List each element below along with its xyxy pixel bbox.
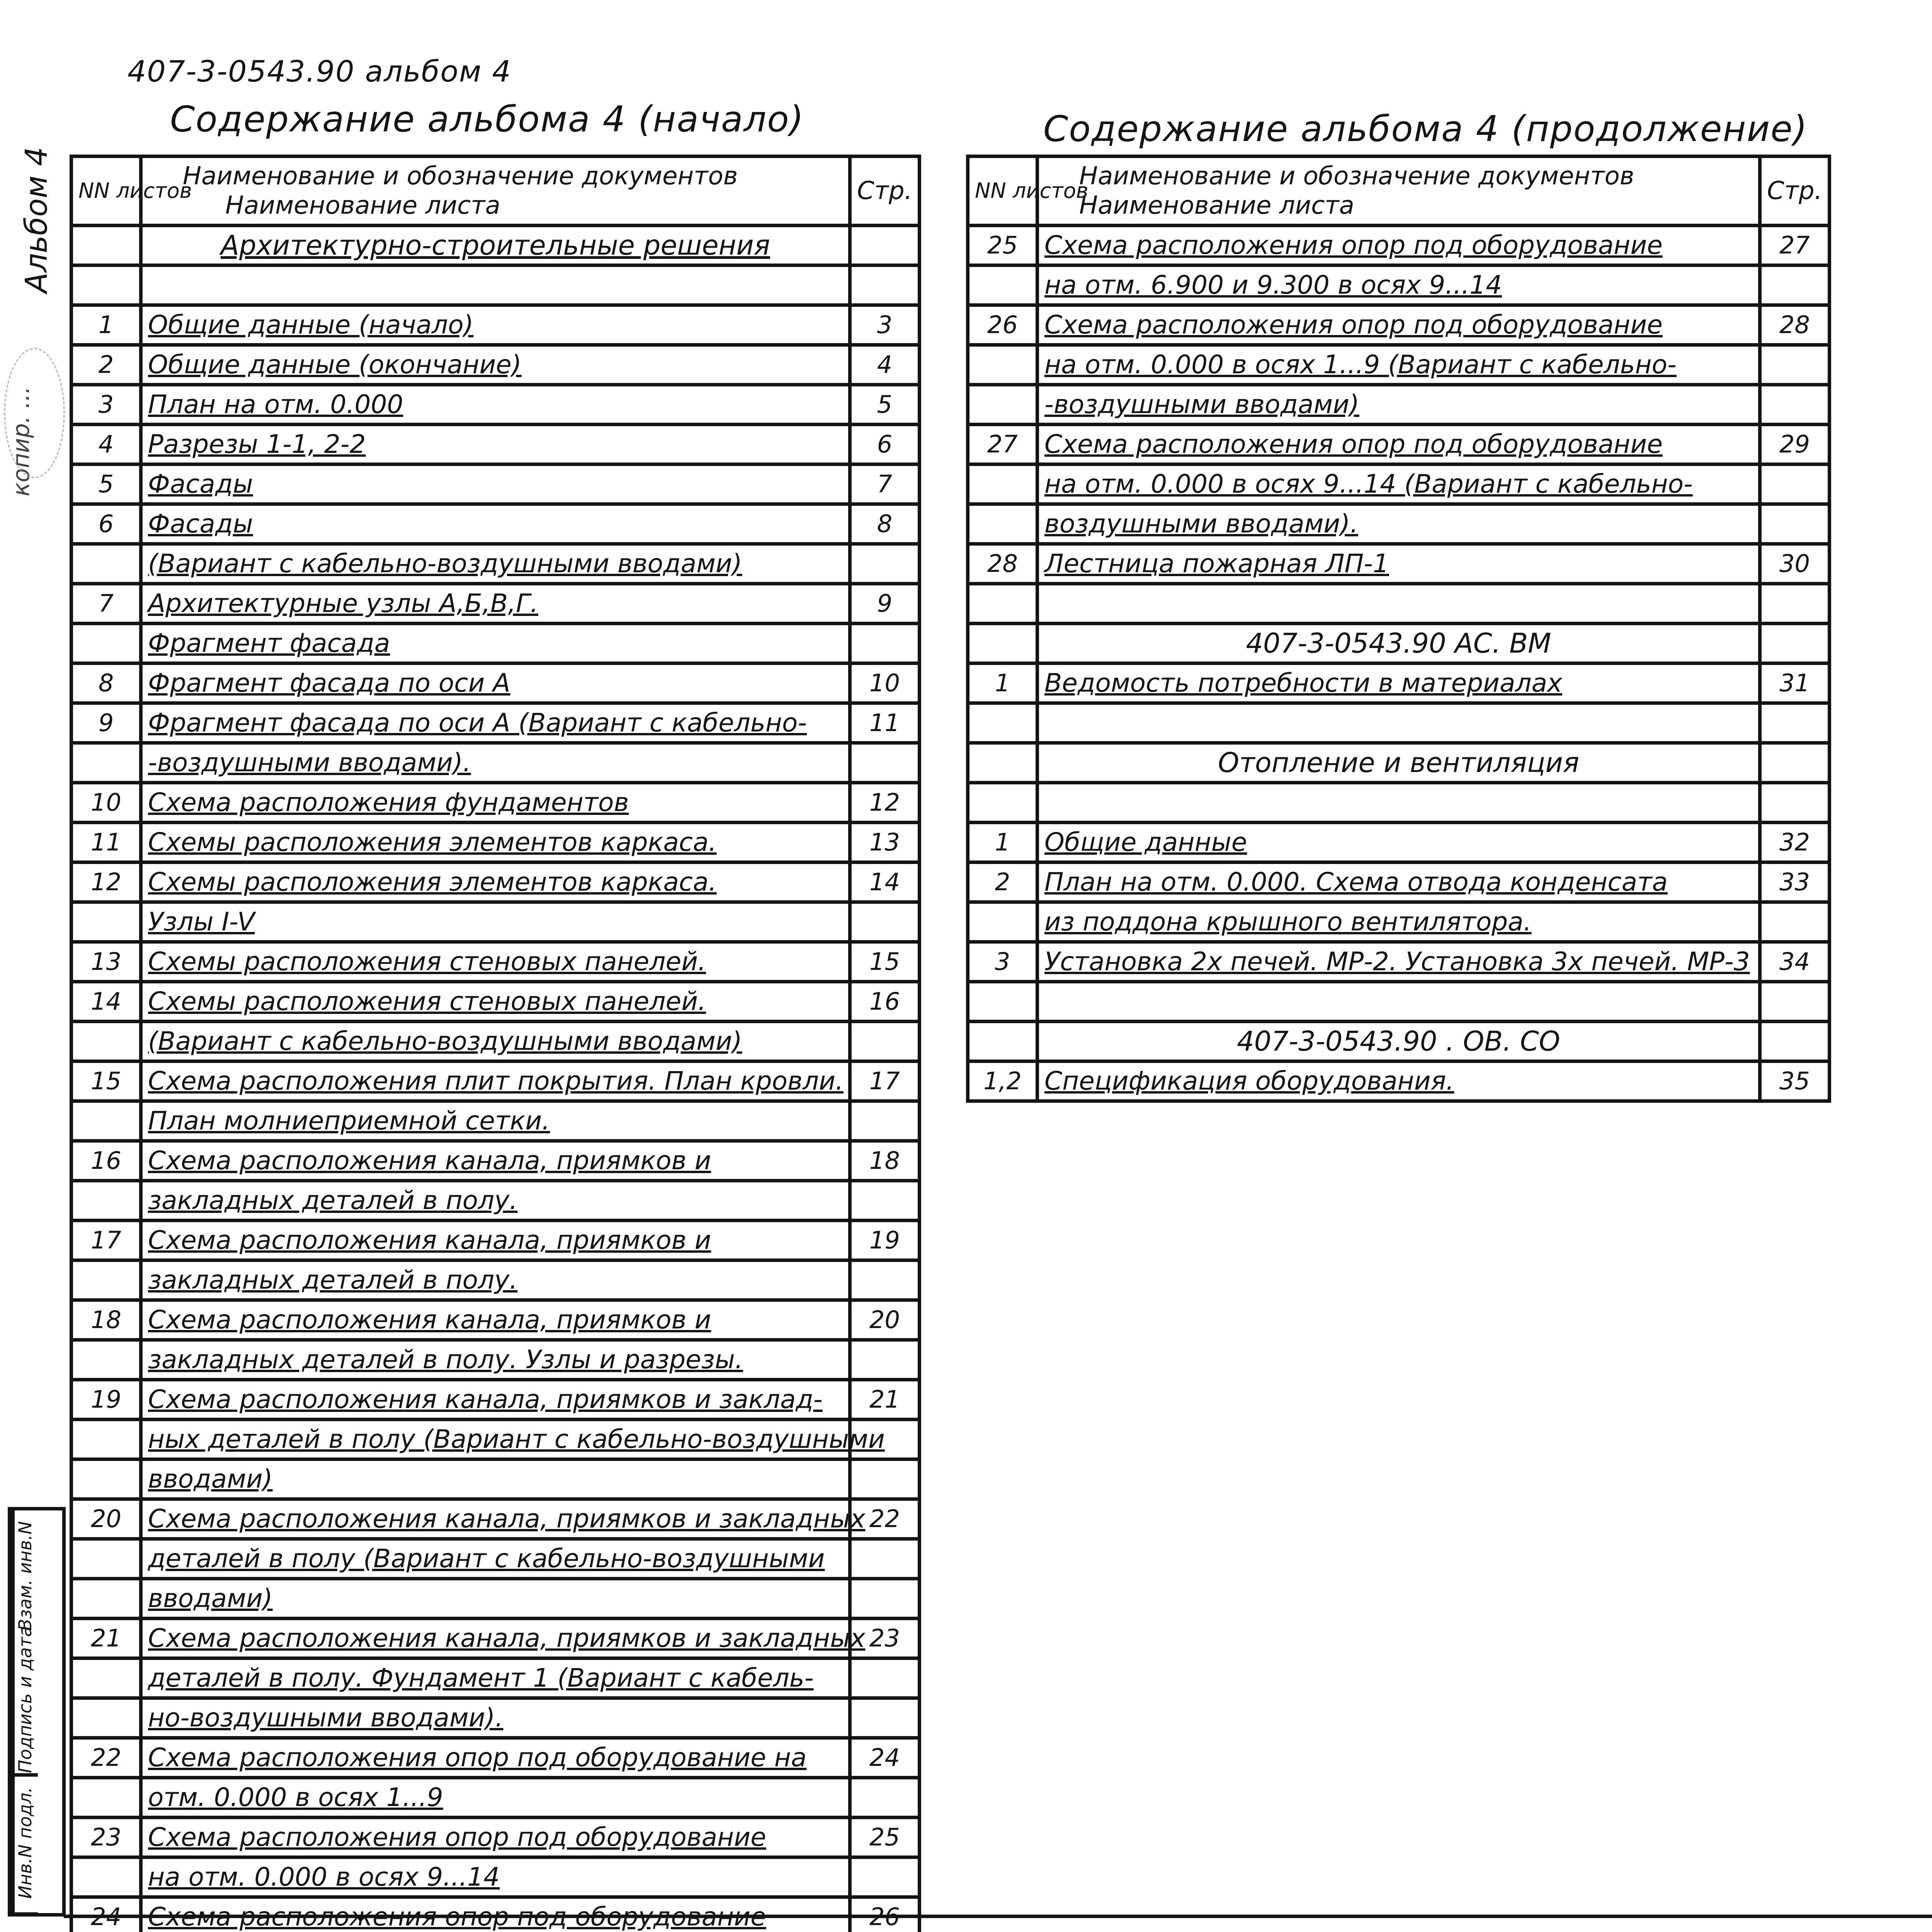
- round-stamp-mark: [4, 348, 65, 478]
- table-row: [71, 1499, 920, 1539]
- page-num: [850, 1778, 920, 1818]
- table-row: [71, 1579, 920, 1619]
- table-row: [968, 385, 1830, 425]
- page-num: [850, 1698, 920, 1738]
- sheet-num: [968, 464, 1037, 504]
- page-num: 25: [850, 1818, 920, 1857]
- sheet-num: 5: [71, 464, 141, 504]
- side-stamp-block: [8, 1507, 66, 1917]
- sheet-num: [968, 265, 1037, 305]
- table-row: [968, 504, 1830, 544]
- table-row: [71, 1698, 920, 1738]
- page-num: 15: [850, 942, 920, 982]
- sheet-title: Схема расположения опор под оборудование: [141, 1897, 850, 1932]
- page-num: [1760, 1022, 1830, 1061]
- table-row: [71, 1061, 920, 1101]
- sheet-title: [1037, 982, 1760, 1022]
- table-row: [71, 1818, 920, 1857]
- sheet-num: 3: [968, 942, 1037, 982]
- table-row: [71, 1420, 920, 1459]
- sheet-num: 18: [71, 1300, 141, 1340]
- side-album-label: Альбом 4: [19, 147, 54, 293]
- section-title: Архитектурно-строительные решения: [141, 226, 850, 265]
- header-name-line2: Наименование листа: [225, 191, 500, 220]
- sheet-title: Схема расположения опор под оборудование на: [141, 1738, 850, 1778]
- sheet-title: закладных деталей в полу.: [141, 1181, 850, 1221]
- sheet-title: [141, 265, 850, 305]
- sheet-title: Общие данные: [1037, 823, 1760, 862]
- page-num: [850, 1101, 920, 1141]
- sheet-num: [71, 902, 141, 942]
- table-row: [71, 464, 920, 504]
- sheet-title: Узлы I-V: [141, 902, 850, 942]
- right-table-title: Содержание альбома 4 (продолжение): [1043, 108, 1808, 150]
- sheet-title: -воздушными вводами).: [141, 743, 850, 783]
- sheet-title: но-воздушными вводами).: [141, 1698, 850, 1738]
- sheet-title: План молниеприемной сетки.: [141, 1101, 850, 1141]
- table-row: [968, 265, 1830, 305]
- sheet-title: Фрагмент фасада по оси А (Вариант с кабельно-: [141, 703, 850, 743]
- table-row: [71, 902, 920, 942]
- page-num: 33: [1760, 862, 1830, 902]
- page-num: 28: [1760, 305, 1830, 345]
- table-row: [71, 385, 920, 425]
- table-row: [968, 305, 1830, 345]
- sheet-num: 26: [968, 305, 1037, 345]
- sheet-num: 1,2: [968, 1061, 1037, 1101]
- page-num: [1760, 345, 1830, 385]
- sheet-title: [1037, 703, 1760, 743]
- page-num: 7: [850, 464, 920, 504]
- table-row: [71, 1539, 920, 1579]
- table-row: [71, 1022, 920, 1061]
- header-name-line1: Наименование и обозначение документов: [1079, 162, 1634, 190]
- table-row: [71, 1260, 920, 1300]
- sheet-num: [968, 902, 1037, 942]
- sheet-title: [1037, 783, 1760, 823]
- table-row: [968, 425, 1830, 464]
- table-row: [968, 663, 1830, 703]
- sheet-title: Общие данные (окончание): [141, 345, 850, 385]
- page-num: [1760, 265, 1830, 305]
- sheet-num: [71, 1420, 141, 1459]
- table-row: [968, 982, 1830, 1022]
- sheet-num: 9: [71, 703, 141, 743]
- sheet-num: 16: [71, 1141, 141, 1181]
- table-row: [71, 982, 920, 1022]
- table-row: [968, 1061, 1830, 1101]
- sheet-num: 22: [71, 1738, 141, 1778]
- sheet-title: воздушными вводами).: [1037, 504, 1760, 544]
- sheet-num: [71, 1022, 141, 1061]
- sheet-title: Фрагмент фасада по оси А: [141, 663, 850, 703]
- sheet-title: Архитектурные узлы А,Б,В,Г.: [141, 584, 850, 624]
- sheet-num: 12: [71, 862, 141, 902]
- sheet-num: 10: [71, 783, 141, 823]
- page-num: 27: [1760, 226, 1830, 265]
- sheet-num: [71, 743, 141, 783]
- sheet-title: на отм. 6.900 и 9.300 в осях 9...14: [1037, 265, 1760, 305]
- page-num: 3: [850, 305, 920, 345]
- sheet-title: Схема расположения опор под оборудование: [1037, 425, 1760, 464]
- sheet-num: [71, 1658, 141, 1698]
- sheet-num: 8: [71, 663, 141, 703]
- section-title: Отопление и вентиляция: [1037, 743, 1760, 783]
- sheet-title: Схема расположения канала, приямков и заклад-: [141, 1380, 850, 1420]
- page-num: 10: [850, 663, 920, 703]
- sheet-num: [71, 265, 141, 305]
- sheet-title: Схемы расположения стеновых панелей.: [141, 942, 850, 982]
- sheet-num: 23: [71, 1818, 141, 1857]
- sheet-title: Схема расположения плит покрытия. План кровли.: [141, 1061, 850, 1101]
- sheet-num: [71, 1181, 141, 1221]
- sheet-num: [968, 345, 1037, 385]
- sheet-num: 3: [71, 385, 141, 425]
- header-page: Стр.: [1760, 156, 1830, 226]
- sheet-num: 15: [71, 1061, 141, 1101]
- sheet-num: [71, 1698, 141, 1738]
- sheet-num: [71, 544, 141, 584]
- sheet-title: закладных деталей в полу.: [141, 1260, 850, 1300]
- page-num: 18: [850, 1141, 920, 1181]
- page-num: [850, 1340, 920, 1380]
- table-row: [968, 862, 1830, 902]
- table-row: [71, 862, 920, 902]
- table-row: [968, 783, 1830, 823]
- sheet-num: [968, 783, 1037, 823]
- sheet-title: Схема расположения канала, приямков и: [141, 1221, 850, 1260]
- table-row: [71, 1897, 920, 1932]
- page-num: 24: [850, 1738, 920, 1778]
- sheet-num: 1: [968, 823, 1037, 862]
- header-name: [141, 156, 850, 226]
- table-row: [71, 1778, 920, 1818]
- sheet-title: (Вариант с кабельно-воздушными вводами): [141, 544, 850, 584]
- page-num: 26: [850, 1897, 920, 1932]
- page-num: [1760, 783, 1830, 823]
- table-row: [71, 624, 920, 663]
- side-stamp-inv-label: Взам. инв.N: [11, 1510, 38, 1642]
- sheet-num: [968, 385, 1037, 425]
- page-num: [1760, 703, 1830, 743]
- sheet-num: 7: [71, 584, 141, 624]
- sheet-num: [71, 1579, 141, 1619]
- page-num: 20: [850, 1300, 920, 1340]
- page-num: [850, 1658, 920, 1698]
- sheet-num: [71, 1778, 141, 1818]
- table-row: [968, 464, 1830, 504]
- sheet-title: деталей в полу. Фундамент 1 (Вариант с кабель-: [141, 1658, 850, 1698]
- table-row: [71, 1380, 920, 1420]
- side-stamp-sign-label: Подпись и дата: [11, 1642, 38, 1777]
- page-num: [850, 1539, 920, 1579]
- section-title: 407-3-0543.90 АС. ВМ: [1037, 624, 1760, 663]
- sheet-num: [71, 1539, 141, 1579]
- page-num: 29: [1760, 425, 1830, 464]
- sheet-title: Фасады: [141, 464, 850, 504]
- sheet-num: 4: [71, 425, 141, 464]
- sheet-num: 1: [71, 305, 141, 345]
- header-num: NN листов: [968, 156, 1037, 226]
- sheet-num: [71, 1101, 141, 1141]
- page-num: [850, 1022, 920, 1061]
- page-num: 4: [850, 345, 920, 385]
- section-row: [968, 743, 1830, 783]
- sheet-title: Схема расположения опор под оборудование: [141, 1818, 850, 1857]
- document-code: 407-3-0543.90 альбом 4: [128, 54, 512, 88]
- table-row: [968, 902, 1830, 942]
- section-row: [71, 226, 920, 265]
- sheet-num: 25: [968, 226, 1037, 265]
- page-num: 22: [850, 1499, 920, 1539]
- side-stamp-original-label: Инв.N подл.: [11, 1773, 38, 1916]
- page-num: [850, 1579, 920, 1619]
- table-row: [968, 823, 1830, 862]
- sheet-title: План на отм. 0.000. Схема отвода конденсата: [1037, 862, 1760, 902]
- table-row: [968, 544, 1830, 584]
- table-row: [71, 1738, 920, 1778]
- page-num: 8: [850, 504, 920, 544]
- page-num: 13: [850, 823, 920, 862]
- sheet-num: [968, 703, 1037, 743]
- table-row: [968, 584, 1830, 624]
- table-row: [968, 226, 1830, 265]
- sheet-title: Разрезы 1-1, 2-2: [141, 425, 850, 464]
- table-row: [71, 265, 920, 305]
- sheet-num: [968, 584, 1037, 624]
- table-row: [71, 703, 920, 743]
- sheet-num: [71, 1857, 141, 1897]
- sheet-num: 21: [71, 1619, 141, 1658]
- page-num: [850, 544, 920, 584]
- page-num: 23: [850, 1619, 920, 1658]
- right-contents-table: [966, 155, 1831, 1103]
- page-num: 17: [850, 1061, 920, 1101]
- sheet-title: деталей в полу (Вариант с кабельно-воздушными: [141, 1539, 850, 1579]
- table-row: [71, 305, 920, 345]
- table-row: [71, 1221, 920, 1260]
- page-num: 34: [1760, 942, 1830, 982]
- page-num: 9: [850, 584, 920, 624]
- sheet-num: 2: [71, 345, 141, 385]
- sheet-title: из поддона крышного вентилятора.: [1037, 902, 1760, 942]
- left-contents-table: [70, 155, 921, 1932]
- page-num: 11: [850, 703, 920, 743]
- sheet-title: на отм. 0.000 в осях 9...14 (Вариант с кабельно-: [1037, 464, 1760, 504]
- table-row: [71, 942, 920, 982]
- page-num: [1760, 902, 1830, 942]
- table-header-row: [968, 156, 1830, 226]
- sheet-num: 20: [71, 1499, 141, 1539]
- sheet-title: Схема расположения фундаментов: [141, 783, 850, 823]
- page-num: 16: [850, 982, 920, 1022]
- page-num: [1760, 464, 1830, 504]
- sheet-title: Схема расположения канала, приямков и: [141, 1141, 850, 1181]
- sheet-title: Фрагмент фасада: [141, 624, 850, 663]
- page-num: [850, 624, 920, 663]
- sheet-num: [968, 624, 1037, 663]
- table-row: [71, 345, 920, 385]
- page-num: [850, 1181, 920, 1221]
- page-num: 5: [850, 385, 920, 425]
- sheet-title: (Вариант с кабельно-воздушными вводами): [141, 1022, 850, 1061]
- sheet-title: отм. 0.000 в осях 1...9: [141, 1778, 850, 1818]
- page-num: [850, 902, 920, 942]
- sheet-num: 2: [968, 862, 1037, 902]
- page-num: 21: [850, 1380, 920, 1420]
- sheet-num: [71, 1340, 141, 1380]
- table-row: [968, 703, 1830, 743]
- header-name-line1: Наименование и обозначение документов: [183, 162, 738, 190]
- table-row: [71, 425, 920, 464]
- sheet-title: Схема расположения опор под оборудование: [1037, 305, 1760, 345]
- sheet-title: на отм. 0.000 в осях 9...14: [141, 1857, 850, 1897]
- table-row: [968, 942, 1830, 982]
- sheet-title: Спецификация оборудования.: [1037, 1061, 1760, 1101]
- sheet-num: 13: [71, 942, 141, 982]
- sheet-num: 6: [71, 504, 141, 544]
- header-page: Стр.: [850, 156, 920, 226]
- section-title: 407-3-0543.90 . ОВ. СО: [1037, 1022, 1760, 1061]
- table-row: [71, 1857, 920, 1897]
- table-row: [71, 1300, 920, 1340]
- sheet-num: 24: [71, 1897, 141, 1932]
- table-row: [71, 1181, 920, 1221]
- header-name-line2: Наименование листа: [1079, 191, 1354, 220]
- sheet-title: Схема расположения канала, приямков и: [141, 1300, 850, 1340]
- sheet-title: Установка 2х печей. МР-2. Установка 3х печей. МР-3: [1037, 942, 1760, 982]
- table-row: [71, 1459, 920, 1499]
- header-name: [1037, 156, 1760, 226]
- page-num: 35: [1760, 1061, 1830, 1101]
- page-num: 32: [1760, 823, 1830, 862]
- page-num: [850, 1459, 920, 1499]
- section-row: [968, 1022, 1830, 1061]
- sheet-title: Ведомость потребности в материалах: [1037, 663, 1760, 703]
- page-num: [850, 1857, 920, 1897]
- page-num: 19: [850, 1221, 920, 1260]
- page-num: 31: [1760, 663, 1830, 703]
- page-num: [1760, 584, 1830, 624]
- sheet-num: 27: [968, 425, 1037, 464]
- page-num: [1760, 504, 1830, 544]
- sheet-num: [71, 1459, 141, 1499]
- page-num: [1760, 624, 1830, 663]
- table-row: [71, 504, 920, 544]
- sheet-title: Общие данные (начало): [141, 305, 850, 345]
- sheet-num: 1: [968, 663, 1037, 703]
- sheet-title: вводами): [141, 1579, 850, 1619]
- page-num: [850, 265, 920, 305]
- page-num: 14: [850, 862, 920, 902]
- sheet-num: 19: [71, 1380, 141, 1420]
- side-vertical-text: копир. ...: [8, 386, 35, 497]
- sheet-title: на отм. 0.000 в осях 1...9 (Вариант с кабельно-: [1037, 345, 1760, 385]
- table-row: [71, 1141, 920, 1181]
- header-num: NN листов: [71, 156, 141, 226]
- table-row: [71, 823, 920, 862]
- table-row: [71, 1658, 920, 1698]
- sheet-title: План на отм. 0.000: [141, 385, 850, 425]
- sheet-title: Схема расположения канала, приямков и закладных: [141, 1619, 850, 1658]
- sheet-num: 17: [71, 1221, 141, 1260]
- sheet-num: [71, 624, 141, 663]
- sheet-title: Фасады: [141, 504, 850, 544]
- page-num: [850, 743, 920, 783]
- table-row: [71, 783, 920, 823]
- page-num: [1760, 743, 1830, 783]
- page-num: 12: [850, 783, 920, 823]
- page-num: 30: [1760, 544, 1830, 584]
- page-num: 6: [850, 425, 920, 464]
- sheet-title: [1037, 584, 1760, 624]
- sheet-num: [71, 1260, 141, 1300]
- sheet-num: [968, 982, 1037, 1022]
- table-row: [71, 584, 920, 624]
- sheet-title: закладных деталей в полу. Узлы и разрезы.: [141, 1340, 850, 1380]
- sheet-title: Схема расположения опор под оборудование: [1037, 226, 1760, 265]
- sheet-title: Схемы расположения элементов каркаса.: [141, 862, 850, 902]
- page-num: [1760, 385, 1830, 425]
- table-row: [968, 345, 1830, 385]
- sheet-num: [968, 1022, 1037, 1061]
- sheet-title: -воздушными вводами): [1037, 385, 1760, 425]
- sheet-title: Схемы расположения элементов каркаса.: [141, 823, 850, 862]
- sheet-num: [968, 743, 1037, 783]
- section-row: [968, 624, 1830, 663]
- table-row: [71, 1340, 920, 1380]
- table-row: [71, 663, 920, 703]
- page-num: [850, 1260, 920, 1300]
- sheet-title: ных деталей в полу (Вариант с кабельно-воздушными: [141, 1420, 850, 1459]
- table-header-row: [71, 156, 920, 226]
- sheet-num: [968, 504, 1037, 544]
- table-row: [71, 544, 920, 584]
- sheet-num: 14: [71, 982, 141, 1022]
- left-table-title: Содержание альбома 4 (начало): [170, 99, 804, 140]
- sheet-title: Схемы расположения стеновых панелей.: [141, 982, 850, 1022]
- sheet-title: вводами): [141, 1459, 850, 1499]
- table-row: [71, 743, 920, 783]
- sheet-num: 11: [71, 823, 141, 862]
- page-num: [1760, 982, 1830, 1022]
- sheet-title: Схема расположения канала, приямков и закладных: [141, 1499, 850, 1539]
- table-row: [71, 1101, 920, 1141]
- sheet-num: 28: [968, 544, 1037, 584]
- table-row: [71, 1619, 920, 1658]
- sheet-title: Лестница пожарная ЛП-1: [1037, 544, 1760, 584]
